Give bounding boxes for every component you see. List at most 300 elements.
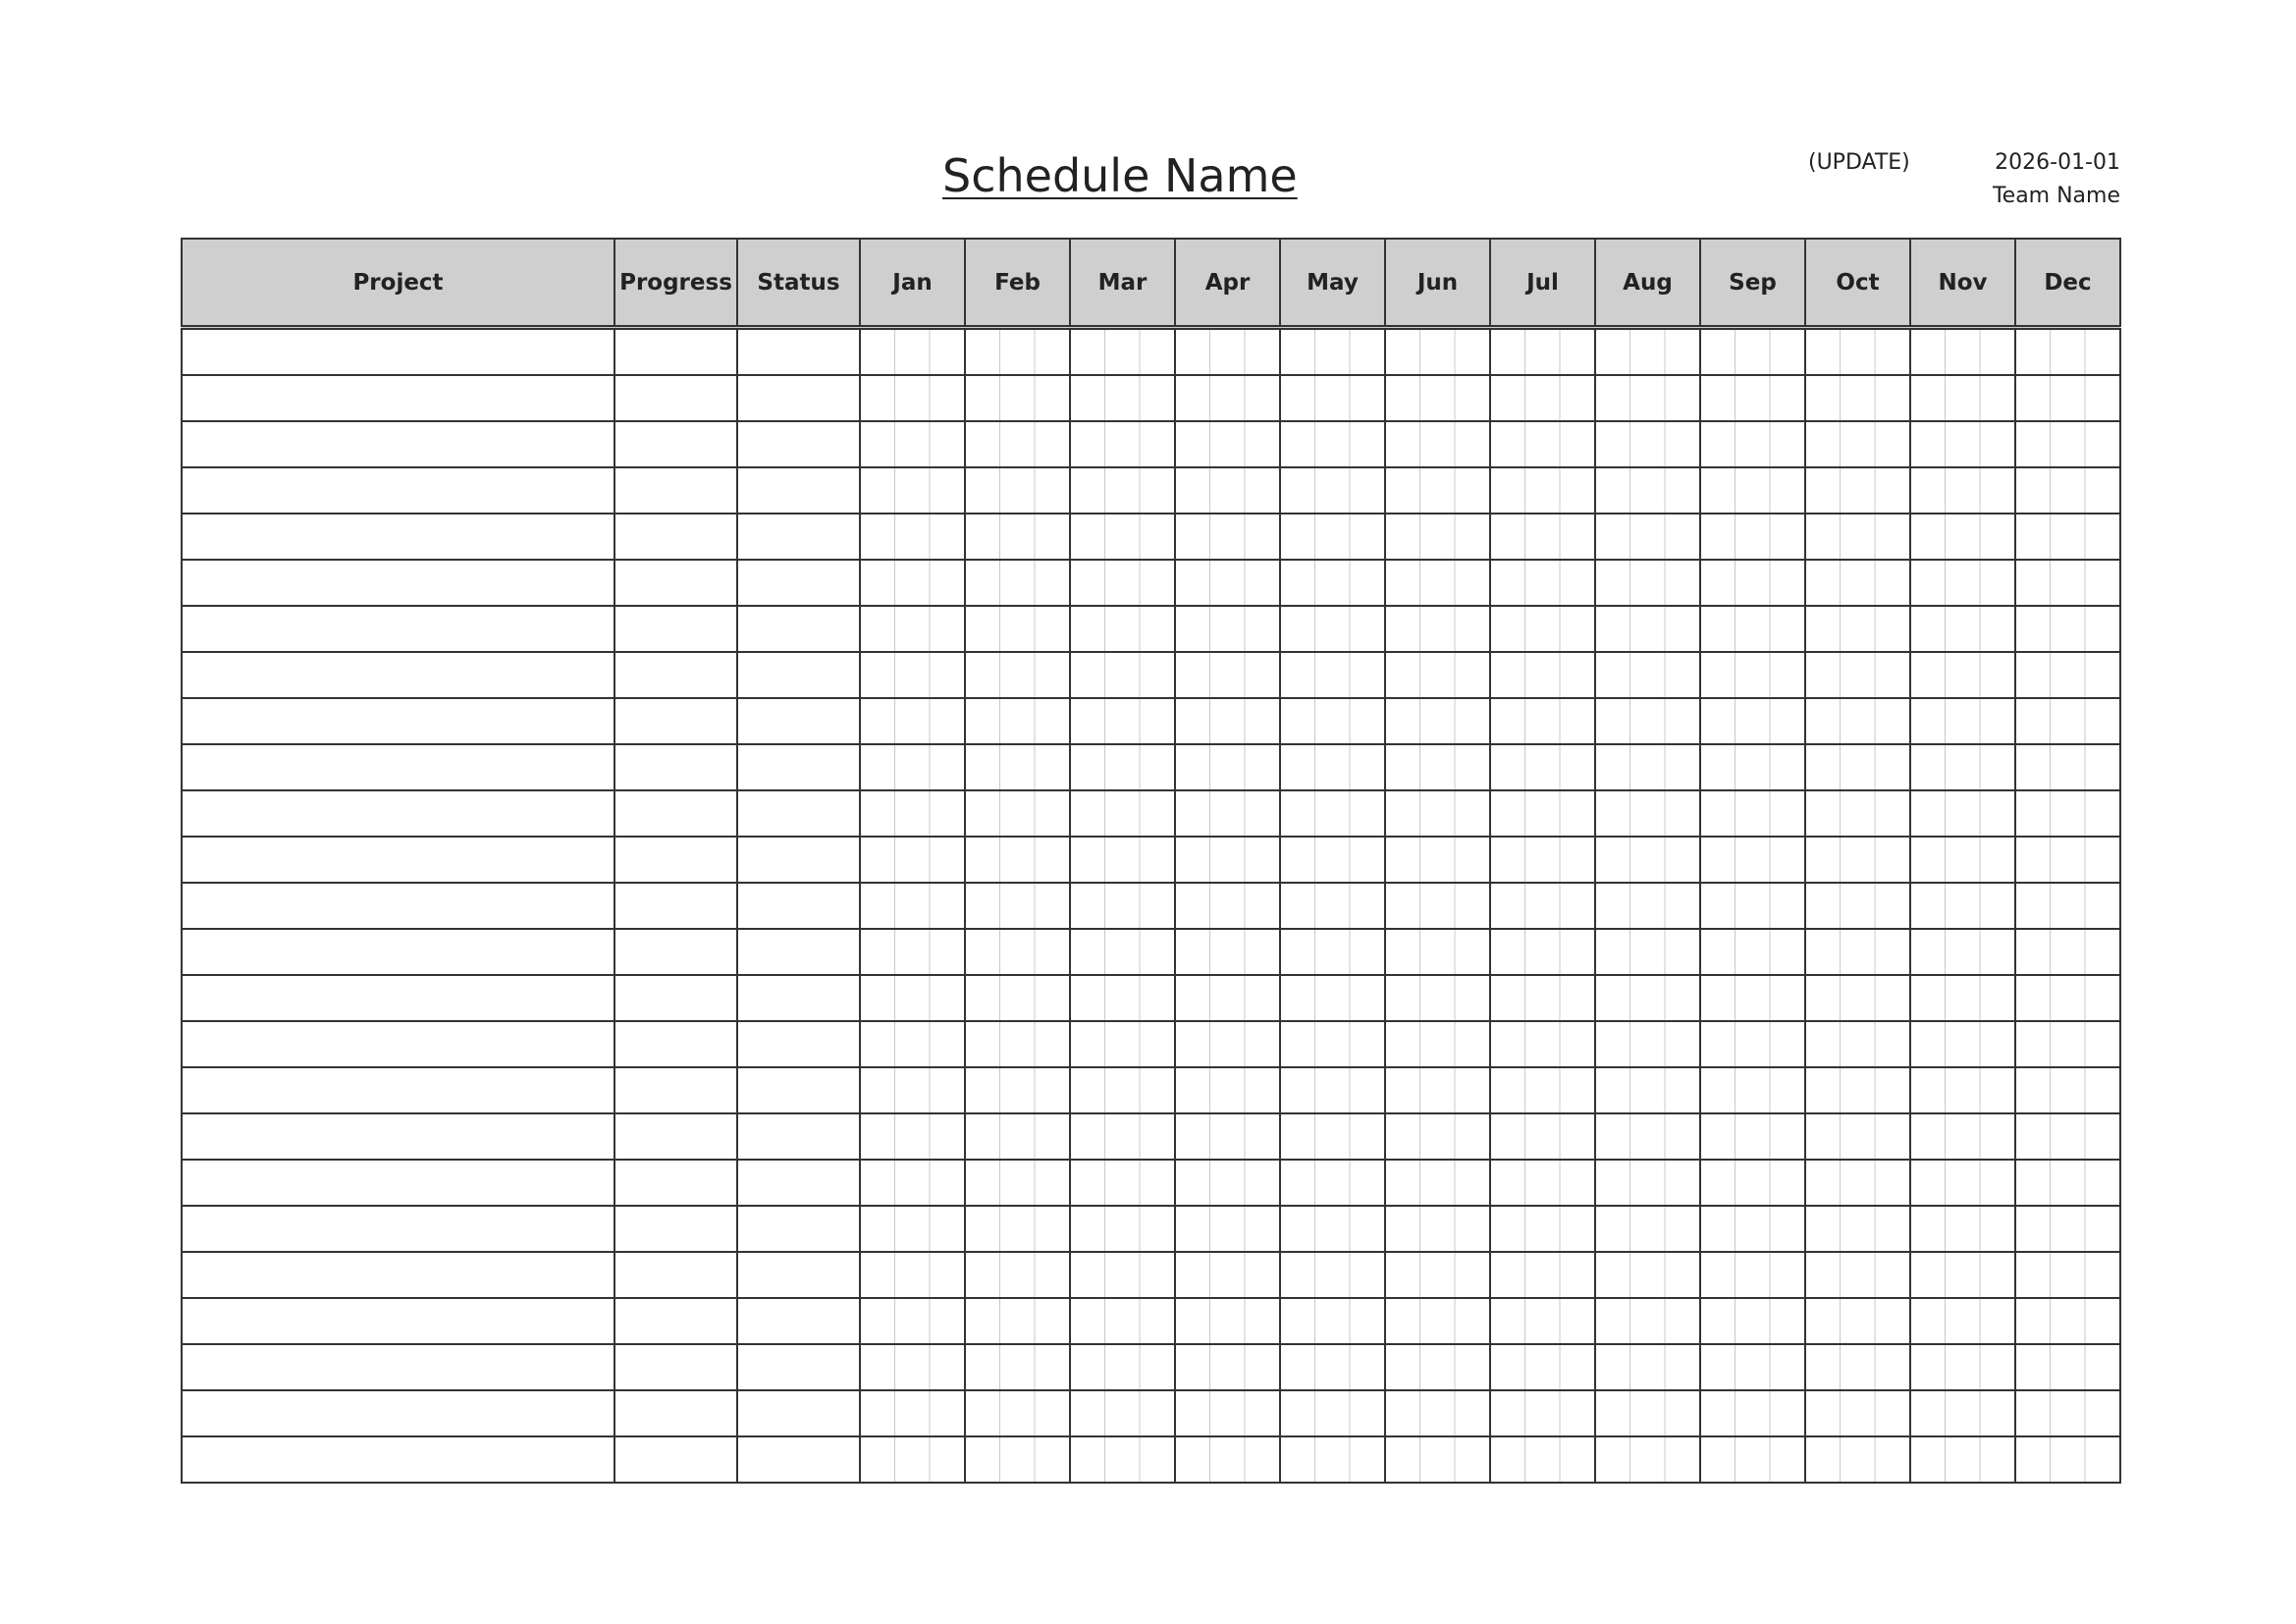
dec-cell[interactable] (2015, 421, 2120, 467)
jul-cell[interactable] (1490, 560, 1595, 606)
oct-cell[interactable] (1805, 514, 1910, 560)
apr-cell[interactable] (1175, 929, 1280, 975)
mar-cell[interactable] (1070, 328, 1175, 376)
progress-cell[interactable] (614, 1436, 737, 1483)
progress-cell[interactable] (614, 790, 737, 837)
sep-cell[interactable] (1700, 1160, 1805, 1206)
dec-cell[interactable] (2015, 606, 2120, 652)
oct-cell[interactable] (1805, 698, 1910, 744)
jan-cell[interactable] (860, 790, 965, 837)
nov-cell[interactable] (1910, 560, 2015, 606)
aug-cell[interactable] (1595, 1067, 1700, 1113)
mar-cell[interactable] (1070, 467, 1175, 514)
jan-cell[interactable] (860, 744, 965, 790)
mar-cell[interactable] (1070, 1390, 1175, 1436)
oct-cell[interactable] (1805, 929, 1910, 975)
sep-cell[interactable] (1700, 1344, 1805, 1390)
may-cell[interactable] (1280, 1252, 1385, 1298)
feb-cell[interactable] (965, 606, 1070, 652)
dec-cell[interactable] (2015, 837, 2120, 883)
jul-cell[interactable] (1490, 883, 1595, 929)
jun-cell[interactable] (1385, 1298, 1490, 1344)
sep-cell[interactable] (1700, 975, 1805, 1021)
jan-cell[interactable] (860, 698, 965, 744)
apr-cell[interactable] (1175, 1344, 1280, 1390)
aug-cell[interactable] (1595, 1436, 1700, 1483)
may-cell[interactable] (1280, 606, 1385, 652)
aug-cell[interactable] (1595, 975, 1700, 1021)
nov-cell[interactable] (1910, 975, 2015, 1021)
jun-cell[interactable] (1385, 1344, 1490, 1390)
feb-cell[interactable] (965, 1206, 1070, 1252)
status-cell[interactable] (737, 1113, 860, 1160)
mar-cell[interactable] (1070, 929, 1175, 975)
oct-cell[interactable] (1805, 1252, 1910, 1298)
apr-cell[interactable] (1175, 698, 1280, 744)
oct-cell[interactable] (1805, 421, 1910, 467)
dec-cell[interactable] (2015, 1206, 2120, 1252)
progress-cell[interactable] (614, 560, 737, 606)
sep-cell[interactable] (1700, 467, 1805, 514)
progress-cell[interactable] (614, 1067, 737, 1113)
jun-cell[interactable] (1385, 467, 1490, 514)
may-cell[interactable] (1280, 1113, 1385, 1160)
nov-cell[interactable] (1910, 1298, 2015, 1344)
status-cell[interactable] (737, 1344, 860, 1390)
progress-cell[interactable] (614, 1113, 737, 1160)
jan-cell[interactable] (860, 560, 965, 606)
apr-cell[interactable] (1175, 606, 1280, 652)
project-cell[interactable] (182, 1067, 614, 1113)
nov-cell[interactable] (1910, 790, 2015, 837)
status-cell[interactable] (737, 698, 860, 744)
mar-cell[interactable] (1070, 790, 1175, 837)
mar-cell[interactable] (1070, 652, 1175, 698)
nov-cell[interactable] (1910, 1252, 2015, 1298)
progress-cell[interactable] (614, 837, 737, 883)
project-cell[interactable] (182, 883, 614, 929)
oct-cell[interactable] (1805, 606, 1910, 652)
may-cell[interactable] (1280, 1021, 1385, 1067)
dec-cell[interactable] (2015, 375, 2120, 421)
aug-cell[interactable] (1595, 744, 1700, 790)
sep-cell[interactable] (1700, 790, 1805, 837)
aug-cell[interactable] (1595, 1298, 1700, 1344)
progress-cell[interactable] (614, 467, 737, 514)
project-cell[interactable] (182, 514, 614, 560)
jun-cell[interactable] (1385, 375, 1490, 421)
jun-cell[interactable] (1385, 975, 1490, 1021)
feb-cell[interactable] (965, 1160, 1070, 1206)
project-cell[interactable] (182, 929, 614, 975)
feb-cell[interactable] (965, 1021, 1070, 1067)
sep-cell[interactable] (1700, 514, 1805, 560)
apr-cell[interactable] (1175, 1021, 1280, 1067)
oct-cell[interactable] (1805, 328, 1910, 376)
feb-cell[interactable] (965, 1252, 1070, 1298)
team-name[interactable]: Team Name (1992, 184, 2120, 208)
sep-cell[interactable] (1700, 698, 1805, 744)
feb-cell[interactable] (965, 790, 1070, 837)
oct-cell[interactable] (1805, 1298, 1910, 1344)
project-cell[interactable] (182, 467, 614, 514)
jul-cell[interactable] (1490, 975, 1595, 1021)
mar-cell[interactable] (1070, 1298, 1175, 1344)
mar-cell[interactable] (1070, 421, 1175, 467)
feb-cell[interactable] (965, 467, 1070, 514)
nov-cell[interactable] (1910, 514, 2015, 560)
progress-cell[interactable] (614, 1390, 737, 1436)
dec-cell[interactable] (2015, 1252, 2120, 1298)
jan-cell[interactable] (860, 375, 965, 421)
jul-cell[interactable] (1490, 1160, 1595, 1206)
project-cell[interactable] (182, 652, 614, 698)
nov-cell[interactable] (1910, 467, 2015, 514)
may-cell[interactable] (1280, 1436, 1385, 1483)
jun-cell[interactable] (1385, 1390, 1490, 1436)
dec-cell[interactable] (2015, 698, 2120, 744)
feb-cell[interactable] (965, 1067, 1070, 1113)
project-cell[interactable] (182, 328, 614, 376)
status-cell[interactable] (737, 1390, 860, 1436)
nov-cell[interactable] (1910, 328, 2015, 376)
project-cell[interactable] (182, 744, 614, 790)
status-cell[interactable] (737, 560, 860, 606)
oct-cell[interactable] (1805, 1067, 1910, 1113)
jun-cell[interactable] (1385, 837, 1490, 883)
status-cell[interactable] (737, 606, 860, 652)
may-cell[interactable] (1280, 514, 1385, 560)
feb-cell[interactable] (965, 375, 1070, 421)
apr-cell[interactable] (1175, 1252, 1280, 1298)
feb-cell[interactable] (965, 514, 1070, 560)
progress-cell[interactable] (614, 883, 737, 929)
apr-cell[interactable] (1175, 790, 1280, 837)
aug-cell[interactable] (1595, 421, 1700, 467)
feb-cell[interactable] (965, 1436, 1070, 1483)
aug-cell[interactable] (1595, 1021, 1700, 1067)
progress-cell[interactable] (614, 328, 737, 376)
project-cell[interactable] (182, 560, 614, 606)
dec-cell[interactable] (2015, 1160, 2120, 1206)
nov-cell[interactable] (1910, 375, 2015, 421)
oct-cell[interactable] (1805, 837, 1910, 883)
jul-cell[interactable] (1490, 375, 1595, 421)
project-cell[interactable] (182, 790, 614, 837)
jun-cell[interactable] (1385, 1436, 1490, 1483)
jul-cell[interactable] (1490, 1298, 1595, 1344)
status-cell[interactable] (737, 1067, 860, 1113)
project-cell[interactable] (182, 1113, 614, 1160)
sep-cell[interactable] (1700, 652, 1805, 698)
jan-cell[interactable] (860, 1021, 965, 1067)
mar-cell[interactable] (1070, 1113, 1175, 1160)
feb-cell[interactable] (965, 1298, 1070, 1344)
project-cell[interactable] (182, 1206, 614, 1252)
aug-cell[interactable] (1595, 883, 1700, 929)
progress-cell[interactable] (614, 975, 737, 1021)
progress-cell[interactable] (614, 1021, 737, 1067)
progress-cell[interactable] (614, 652, 737, 698)
jul-cell[interactable] (1490, 929, 1595, 975)
jan-cell[interactable] (860, 929, 965, 975)
nov-cell[interactable] (1910, 1113, 2015, 1160)
jun-cell[interactable] (1385, 514, 1490, 560)
aug-cell[interactable] (1595, 698, 1700, 744)
status-cell[interactable] (737, 514, 860, 560)
aug-cell[interactable] (1595, 790, 1700, 837)
jul-cell[interactable] (1490, 790, 1595, 837)
aug-cell[interactable] (1595, 375, 1700, 421)
may-cell[interactable] (1280, 744, 1385, 790)
jan-cell[interactable] (860, 837, 965, 883)
jul-cell[interactable] (1490, 1021, 1595, 1067)
feb-cell[interactable] (965, 421, 1070, 467)
mar-cell[interactable] (1070, 1021, 1175, 1067)
nov-cell[interactable] (1910, 929, 2015, 975)
jan-cell[interactable] (860, 467, 965, 514)
may-cell[interactable] (1280, 698, 1385, 744)
nov-cell[interactable] (1910, 837, 2015, 883)
progress-cell[interactable] (614, 929, 737, 975)
aug-cell[interactable] (1595, 1206, 1700, 1252)
may-cell[interactable] (1280, 929, 1385, 975)
jun-cell[interactable] (1385, 1160, 1490, 1206)
feb-cell[interactable] (965, 744, 1070, 790)
apr-cell[interactable] (1175, 1206, 1280, 1252)
oct-cell[interactable] (1805, 1206, 1910, 1252)
sep-cell[interactable] (1700, 837, 1805, 883)
jun-cell[interactable] (1385, 883, 1490, 929)
progress-cell[interactable] (614, 514, 737, 560)
mar-cell[interactable] (1070, 375, 1175, 421)
jun-cell[interactable] (1385, 652, 1490, 698)
jul-cell[interactable] (1490, 698, 1595, 744)
aug-cell[interactable] (1595, 1344, 1700, 1390)
mar-cell[interactable] (1070, 1436, 1175, 1483)
jun-cell[interactable] (1385, 560, 1490, 606)
aug-cell[interactable] (1595, 652, 1700, 698)
may-cell[interactable] (1280, 560, 1385, 606)
mar-cell[interactable] (1070, 1344, 1175, 1390)
mar-cell[interactable] (1070, 1160, 1175, 1206)
oct-cell[interactable] (1805, 652, 1910, 698)
may-cell[interactable] (1280, 837, 1385, 883)
status-cell[interactable] (737, 467, 860, 514)
dec-cell[interactable] (2015, 1390, 2120, 1436)
jun-cell[interactable] (1385, 698, 1490, 744)
jan-cell[interactable] (860, 975, 965, 1021)
sep-cell[interactable] (1700, 1067, 1805, 1113)
jan-cell[interactable] (860, 606, 965, 652)
progress-cell[interactable] (614, 1344, 737, 1390)
apr-cell[interactable] (1175, 1390, 1280, 1436)
sep-cell[interactable] (1700, 929, 1805, 975)
status-cell[interactable] (737, 790, 860, 837)
may-cell[interactable] (1280, 467, 1385, 514)
mar-cell[interactable] (1070, 698, 1175, 744)
jul-cell[interactable] (1490, 1206, 1595, 1252)
jan-cell[interactable] (860, 514, 965, 560)
jul-cell[interactable] (1490, 1113, 1595, 1160)
progress-cell[interactable] (614, 606, 737, 652)
nov-cell[interactable] (1910, 1344, 2015, 1390)
progress-cell[interactable] (614, 744, 737, 790)
status-cell[interactable] (737, 375, 860, 421)
dec-cell[interactable] (2015, 1067, 2120, 1113)
progress-cell[interactable] (614, 375, 737, 421)
nov-cell[interactable] (1910, 1160, 2015, 1206)
project-cell[interactable] (182, 1021, 614, 1067)
jul-cell[interactable] (1490, 421, 1595, 467)
oct-cell[interactable] (1805, 1021, 1910, 1067)
oct-cell[interactable] (1805, 790, 1910, 837)
progress-cell[interactable] (614, 1252, 737, 1298)
feb-cell[interactable] (965, 1344, 1070, 1390)
jun-cell[interactable] (1385, 606, 1490, 652)
may-cell[interactable] (1280, 975, 1385, 1021)
sep-cell[interactable] (1700, 744, 1805, 790)
feb-cell[interactable] (965, 652, 1070, 698)
apr-cell[interactable] (1175, 744, 1280, 790)
nov-cell[interactable] (1910, 883, 2015, 929)
oct-cell[interactable] (1805, 744, 1910, 790)
apr-cell[interactable] (1175, 1298, 1280, 1344)
project-cell[interactable] (182, 837, 614, 883)
dec-cell[interactable] (2015, 975, 2120, 1021)
jul-cell[interactable] (1490, 1344, 1595, 1390)
oct-cell[interactable] (1805, 467, 1910, 514)
status-cell[interactable] (737, 744, 860, 790)
sep-cell[interactable] (1700, 560, 1805, 606)
sep-cell[interactable] (1700, 606, 1805, 652)
sep-cell[interactable] (1700, 1113, 1805, 1160)
apr-cell[interactable] (1175, 652, 1280, 698)
dec-cell[interactable] (2015, 1436, 2120, 1483)
project-cell[interactable] (182, 698, 614, 744)
may-cell[interactable] (1280, 883, 1385, 929)
dec-cell[interactable] (2015, 1021, 2120, 1067)
nov-cell[interactable] (1910, 1436, 2015, 1483)
jul-cell[interactable] (1490, 744, 1595, 790)
dec-cell[interactable] (2015, 1113, 2120, 1160)
oct-cell[interactable] (1805, 975, 1910, 1021)
aug-cell[interactable] (1595, 1160, 1700, 1206)
apr-cell[interactable] (1175, 1113, 1280, 1160)
may-cell[interactable] (1280, 652, 1385, 698)
feb-cell[interactable] (965, 1113, 1070, 1160)
mar-cell[interactable] (1070, 744, 1175, 790)
nov-cell[interactable] (1910, 1206, 2015, 1252)
aug-cell[interactable] (1595, 514, 1700, 560)
mar-cell[interactable] (1070, 1206, 1175, 1252)
nov-cell[interactable] (1910, 1021, 2015, 1067)
may-cell[interactable] (1280, 375, 1385, 421)
status-cell[interactable] (737, 328, 860, 376)
jun-cell[interactable] (1385, 1067, 1490, 1113)
jul-cell[interactable] (1490, 328, 1595, 376)
jan-cell[interactable] (860, 1344, 965, 1390)
feb-cell[interactable] (965, 698, 1070, 744)
dec-cell[interactable] (2015, 1344, 2120, 1390)
dec-cell[interactable] (2015, 1298, 2120, 1344)
feb-cell[interactable] (965, 837, 1070, 883)
sep-cell[interactable] (1700, 1436, 1805, 1483)
jan-cell[interactable] (860, 883, 965, 929)
dec-cell[interactable] (2015, 929, 2120, 975)
progress-cell[interactable] (614, 421, 737, 467)
project-cell[interactable] (182, 1160, 614, 1206)
nov-cell[interactable] (1910, 1390, 2015, 1436)
mar-cell[interactable] (1070, 1067, 1175, 1113)
sep-cell[interactable] (1700, 1252, 1805, 1298)
mar-cell[interactable] (1070, 975, 1175, 1021)
sep-cell[interactable] (1700, 1298, 1805, 1344)
sep-cell[interactable] (1700, 883, 1805, 929)
sep-cell[interactable] (1700, 328, 1805, 376)
update-date[interactable]: 2026-01-01 (1995, 150, 2120, 175)
may-cell[interactable] (1280, 328, 1385, 376)
oct-cell[interactable] (1805, 883, 1910, 929)
status-cell[interactable] (737, 975, 860, 1021)
oct-cell[interactable] (1805, 560, 1910, 606)
apr-cell[interactable] (1175, 560, 1280, 606)
dec-cell[interactable] (2015, 467, 2120, 514)
status-cell[interactable] (737, 421, 860, 467)
status-cell[interactable] (737, 1298, 860, 1344)
jan-cell[interactable] (860, 1067, 965, 1113)
aug-cell[interactable] (1595, 560, 1700, 606)
jul-cell[interactable] (1490, 1252, 1595, 1298)
nov-cell[interactable] (1910, 1067, 2015, 1113)
project-cell[interactable] (182, 1252, 614, 1298)
progress-cell[interactable] (614, 698, 737, 744)
apr-cell[interactable] (1175, 1067, 1280, 1113)
jun-cell[interactable] (1385, 744, 1490, 790)
mar-cell[interactable] (1070, 514, 1175, 560)
may-cell[interactable] (1280, 1344, 1385, 1390)
jun-cell[interactable] (1385, 1206, 1490, 1252)
aug-cell[interactable] (1595, 929, 1700, 975)
project-cell[interactable] (182, 375, 614, 421)
status-cell[interactable] (737, 1021, 860, 1067)
project-cell[interactable] (182, 421, 614, 467)
jan-cell[interactable] (860, 421, 965, 467)
dec-cell[interactable] (2015, 883, 2120, 929)
may-cell[interactable] (1280, 1067, 1385, 1113)
progress-cell[interactable] (614, 1160, 737, 1206)
nov-cell[interactable] (1910, 744, 2015, 790)
jun-cell[interactable] (1385, 1113, 1490, 1160)
jan-cell[interactable] (860, 652, 965, 698)
jan-cell[interactable] (860, 328, 965, 376)
project-cell[interactable] (182, 1390, 614, 1436)
status-cell[interactable] (737, 837, 860, 883)
project-cell[interactable] (182, 975, 614, 1021)
sep-cell[interactable] (1700, 1021, 1805, 1067)
dec-cell[interactable] (2015, 790, 2120, 837)
may-cell[interactable] (1280, 421, 1385, 467)
jul-cell[interactable] (1490, 1390, 1595, 1436)
mar-cell[interactable] (1070, 883, 1175, 929)
jul-cell[interactable] (1490, 837, 1595, 883)
oct-cell[interactable] (1805, 1344, 1910, 1390)
jul-cell[interactable] (1490, 514, 1595, 560)
mar-cell[interactable] (1070, 560, 1175, 606)
project-cell[interactable] (182, 606, 614, 652)
status-cell[interactable] (737, 883, 860, 929)
dec-cell[interactable] (2015, 514, 2120, 560)
